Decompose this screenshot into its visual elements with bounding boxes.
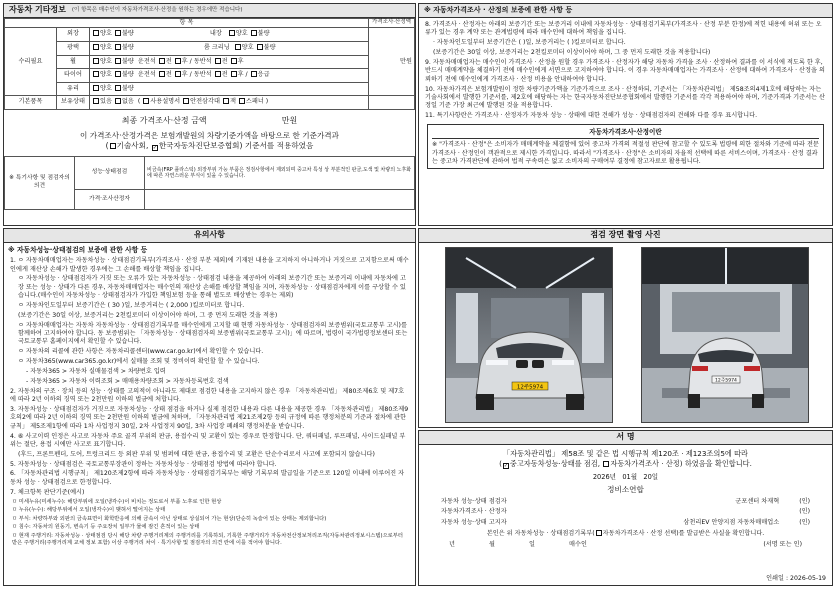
receipt-line: 본인은 위 자동차성능 · 상태점검기록부( 자동차가격조사 · 산정 선택)를 발급받은 사실을 확인합니다. (486, 529, 765, 537)
inspection-photo-front (445, 247, 613, 423)
final-price-unit: 만원 (281, 116, 298, 125)
checkbox[interactable] (175, 58, 181, 64)
panel-title: ※ 자동차가격조사 · 산정의 보증에 관한 사항 등 (424, 5, 573, 14)
basis-line-2: ( 기술사회, ✓ 한국자동차진단보증협회) 기준서를 적용하였음 (105, 141, 314, 152)
checkbox[interactable] (229, 30, 235, 36)
checkbox[interactable] (93, 98, 99, 104)
list-item: 10. 자동차가격은 보험개발원이 정한 차량기준가액을 기준가격으로 조사 · 산정하되, 기준서는 「자동차관리법」 제58조의4제1호에 해당하는 자는 기술사회에서 발행한 기준서를, 제2호에 해당하는 자는 한국자동차진단보증협회에서 발행한 기준서를 각각 적용하여야 하며, 기준가격과 기준서는 산정일 기준 가장 최근에 발행된 것을 적용합니다. (425, 85, 826, 110)
checkbox[interactable] (251, 71, 257, 77)
list-item: 8. 가격조사 · 산정자는 아래의 보증기간 또는 보증거리 이내에 자동차성능 · 상태점검기록부(가격조사 · 산정 부분 한정)에 적힌 내용에 허위 또는 오류가 있는 경우 계약 또는 관계법령에 따라 매수인에 대하여 책임을 집니다. (425, 21, 822, 37)
criteria-item: ㅁ 침수: 자동차의 원동기, 변속기 등 주요장치 일부가 물에 잠긴 흔적이 있는 상태 (12, 524, 200, 531)
panel-title: 유의사항 (194, 230, 225, 240)
license-plate-rear: 12주5974 (715, 378, 737, 384)
list-item: 4. ⑥ 사고이력 인정은 사고로 자동차 주요 골격 부위의 판금, 용접수리 및 교환이 있는 경우로 한정합니다. 단, 쿼터패널, 루프패널, 사이드실패널 부위는 절단, 용접 시에만 사고로 표기합니다. (10, 432, 406, 448)
list-item: - 자동차365 > 자동차 실매물검색 > 차량번호 입력 (26, 367, 166, 375)
final-price-row (4, 116, 415, 127)
group-repair-label: 수리필요 (5, 28, 57, 96)
tire-row: 양호 불량 운전석 전 후 / 동반석 전 후 / 응급 (90, 69, 369, 83)
list-item: 9. 자동차매매업자는 매수인이 가격조사 · 산정을 원할 경우 가격조사 · 산정자가 해당 자동차 가격을 조사 · 산정하여 결과를 이 서식에 적도록 한 후, 반드시 매매계약을 체결하기 전에 매수인에게 서면으로 고지하여야 합니다. 이 경우 자동차매매업자는 가격조사 · 산정에 대하여 가격조사 · 산정을 의뢰하기 전에 매수인에게 가격조사 · 산정 비용을 안내하여야 합니다. (425, 58, 825, 83)
checkbox[interactable] (159, 58, 165, 64)
checkbox[interactable] (215, 58, 221, 64)
checkbox-checked[interactable]: ✓ (503, 462, 509, 469)
checkbox[interactable] (143, 98, 149, 104)
signer-row: 자동차 성능·상태 점검자 군포센터 차재혁 (인) (441, 497, 810, 505)
checkbox[interactable] (257, 44, 263, 50)
list-item: 6. 「자동차관리법 시행규칙」 제120조제2항에 따라 자동차성능 · 상태점검기록부는 해당 기록부의 발급일을 기준으로 120일 이내에 이루어진 자동차 성능 · 상태점검으로 한정합니다. (10, 470, 405, 486)
special-notes-label: ※ 특기사항 및 점검자의 의견 (5, 157, 75, 210)
list-item: ㅇ 자동차의 리콜에 관한 사항은 자동차리콜센터(www.car.go.kr)에서 확인할 수 있습니다. (18, 348, 264, 356)
checkbox[interactable] (110, 143, 116, 149)
panel-title-note: (이 항목은 매수인이 자동차가격조사·산정을 원하는 경우에만 적습니다) (71, 6, 243, 13)
checkbox[interactable] (251, 30, 257, 36)
panel-header (4, 4, 415, 18)
signature-panel (418, 430, 833, 586)
list-item: (보증기간은 30일 이상, 보증거리는 2천킬로미터 이상이어야 하며, 그 중 먼저 도래한 것을 적용합니다) (433, 49, 711, 57)
buyer-row: 년 월 일 매수인 (서명 또는 인) (449, 541, 802, 549)
panel-header (419, 229, 832, 243)
print-date: 인쇄일 : 2026-05-19 (766, 574, 826, 582)
confirmation-line: ( ✓ 중고자동차성능·상태를 점검, 자동차가격조사 · 산정) 하였음을 확인합니다. (499, 458, 752, 469)
checkbox[interactable] (93, 58, 99, 64)
buyer-label: 매수인 (569, 541, 587, 549)
list-item: - 자동차365 > 자동차 이력조회 > 매매용차량조회 > 자동차등록번호 검색 (26, 377, 229, 385)
checkbox[interactable] (115, 58, 121, 64)
criteria-item: ㅁ 누유(누수): 해당부위에서 오일(냉각수)이 맺혀서 떨어지는 상태 (12, 507, 166, 514)
checkbox[interactable] (115, 85, 121, 91)
buyer-sign-mark: (서명 또는 인) (763, 541, 802, 549)
vehicle-other-info-panel (3, 3, 416, 226)
box-text: ※ "가격조사 · 산정"은 소비자가 매매계약을 체결함에 있어 중고차 가격의 적절성 판단에 참고할 수 있도록 법령에 의한 절차와 기준에 따라 전문 가격조사 · 산정인이 객관적으로 제시한 가격입니다. 따라서 "가격조사 · 산정"은 소비자의 자율적 선택에 따른 서비스이며, 가격조사 · 산정 결과는 중고차 가격판단에 관하여 법적 구속력은 없고 소비자의 구매여부 결정에 참고자료로 활용됩니다. (432, 141, 819, 166)
license-plate-front: 12주5974 (516, 384, 544, 391)
exterior-label: 외장 (57, 28, 90, 42)
col-price-header: 가격조사·산정액 (369, 19, 415, 28)
inspection-photos-panel (418, 228, 833, 428)
list-item: 5. 자동차성능 · 상태점검은 국토교통부장관이 정하는 자동차성능 · 상태점검 방법에 따라야 합니다. (10, 460, 277, 468)
list-item: 11. 특기사항란은 가격조사 · 산정자가 자동차 성능 · 상태에 대한 견해가 성능 · 상태점검자의 견해와 다를 경우 표시합니다. (425, 112, 758, 120)
inspection-photo-rear (641, 247, 809, 423)
price-inspector-label: 가격·조사산정자 (75, 190, 145, 210)
criteria-item: ㅁ 미세누유(미세누수): 해당부위에 오일(냉각수)이 비치는 정도로서 부품 노후로 인한 현상 (12, 498, 222, 505)
performance-text: 비금속(FRP 플라스틱) 외장부위 가능 부품은 정검사항에서 제외되며 중고차 특성 상 부분적인 판금,도색 및 차량의 노후화에 따른 자연스러운 부식이 있을 수 있습니다. (145, 157, 415, 190)
checkbox[interactable] (183, 98, 189, 104)
list-item: ㅇ 자동차매매업자는 자동차 자동차성능 · 상태점검기록부를 매수인에게 고지할 때 현행 자동차성능 · 상태점검자의 보증범위(국토교통부 고시)를 함께하여 고지하여야 합니다. 동 보증범위는 「자동차성능 · 상태점검자의 보증범위(국토교통부 고시)」에 따르며, 법령이 국가법령정보센터 또는 국토교통부 홈페이지에서 확인할 수 있습니다. (18, 321, 408, 346)
gloss-row: 양호 불량 룸 크리닝 양호 불량 (90, 41, 369, 55)
list-item: 7. 체크항목 판단기준(예시) (10, 488, 85, 496)
list-item: 1. ㅇ 자동차매매업자는 자동차성능 · 상태점검기록부(가격조사 · 산정 부분 제외)에 기재된 내용을 고지하지 아니하거나 거짓으로 고지함으로써 매수인에게 재산상 손해가 발생한 경우에는 그 손해를 배상할 책임을 집니다. (10, 257, 409, 273)
car-front-photo-icon (446, 248, 613, 423)
panel-title: 자동차 기타정보 (9, 5, 66, 15)
checkbox[interactable] (115, 44, 121, 50)
criteria-item: ㅁ 부식: 차량하부와 외판의 금속표면이 화학반응에 의해 금속이 아닌 상태로 상실되어 가는 현상(단순히 녹슬어 있는 상태는 제외합니다) (12, 515, 327, 522)
price-inspector-notes (145, 190, 415, 210)
car-rear-photo-icon (642, 248, 809, 423)
checkbox[interactable] (93, 71, 99, 77)
checkbox[interactable] (215, 71, 221, 77)
criteria-item: ㅁ 현재 주행거리: 자동차성능 · 상태점검 당시 해당 차량 주행거리계의 주행거리를 기록하되, 기록한 주행거리가 자동차전산정보처리조직(자동차관리정보시스템)으로부터 받은 주행거리(주행거리계 교체 정보 포함) 이상 주행거리 차이 · 특기사항 및 점검자의 의견 란에 이를 적어야 합니다. (12, 533, 404, 547)
signer-row: 자동차 성능·상태 고지자 삼천리EV 안양지점 자동차매매업소 (인) (441, 518, 810, 526)
repair-needs-table (4, 18, 415, 110)
checkbox[interactable] (93, 85, 99, 91)
repair-price-cell: 만원 (369, 28, 415, 96)
list-item: ㅇ 자동차성능 · 상태점검자가 거짓 또는 오류가 있는 자동차성능 · 상태점검 내용을 제공하여 아래의 보증기간 또는 보증거리 이내에 자동차에 고장 또는 성능 · 상태가 다른 경우, 자동차매매업자는 매수인의 재산상 손해를 배상할 책임을 지며, 자동차성능 · 상태점검자에게 이를 구상할 수 있습니다.(매수인이 자동차성능 · 상태점검자가 가입한 책임보험 등을 통해 별도로 배상받는 경우는 제외) (18, 275, 406, 300)
list-item: 2. 자동차의 구조 · 장치 등의 성능 · 상태를 고의적이 아니라도 제대로 점검한 내용을 고지하지 않은 경우 「자동차관리법」 제80조제6호 및 제7호에 따라 2년 이하의 징역 또는 2천만원 이하의 벌금에 처합니다. (10, 387, 405, 404)
exterior-row: 양호 불량 내장 양호 불량 (90, 28, 369, 42)
tire-label: 타이어 (57, 69, 90, 83)
precautions-panel (3, 228, 416, 586)
wheel-label: 휠 (57, 55, 90, 69)
checkbox[interactable] (596, 530, 602, 536)
signer-row: 자동차가격조사 · 산정자 (인) (441, 508, 810, 516)
panel-title: 서 명 (616, 432, 635, 442)
panel-header (419, 431, 832, 445)
list-item: ㅇ 자동차인도일부터 보증기간은 ( 30 )일, 보증거리는 ( 2,000 )킬로미터로 합니다. (18, 301, 245, 309)
checkbox[interactable] (235, 44, 241, 50)
panel-header (419, 4, 832, 18)
panel-header (4, 229, 415, 243)
precautions-list (4, 257, 415, 497)
performance-label: 성능·상태점검 (75, 157, 145, 190)
checkbox[interactable] (603, 461, 609, 467)
legal-basis-line: 「자동차관리법」 제58조 및 같은 법 시행규칙 제120조 · 제123조의5에 따라 (502, 449, 749, 458)
checkbox[interactable] (93, 44, 99, 50)
gloss-label: 광택 (57, 41, 90, 55)
list-item: (보증기간은 30일 이상, 보증거리는 2천킬로미터 이상이어야 하며, 그 중 먼저 도래한 것을 적용) (18, 311, 278, 319)
checkbox[interactable] (115, 98, 121, 104)
basis-line-1: 이 가격조사·산정가격은 보험개발원의 차량기준가액을 바탕으로 한 기준가격과 (80, 130, 339, 140)
price-warranty-panel (418, 3, 833, 226)
price-definition-box (427, 124, 824, 169)
list-item: 3. 자동차성능 · 상태점검자가 거짓으로 자동차성능 · 상태 점검을 하거나 실제 점검한 내용과 다른 내용을 제공한 경우 「자동차관리법」 제80조제9호의2에 따라 2년 이하의 징역 또는 2천만원 이하의 벌금에 처하며, 「자동차관리법 제21조제2항 등의 규정에 따른 행정처분의 기준과 절차에 관한 규칙」 제5조제1항에 따라 1차 사업정지 30일, 2차 사업정지 90일, 3차 사업장 폐쇄의 행정처분을 받습니다. (10, 405, 409, 430)
checkbox[interactable] (159, 71, 165, 77)
criteria-list (4, 499, 415, 548)
issue-date: 2026년 01월 20일 (592, 472, 659, 481)
list-item: ㅇ 자동차365(www.car365.go.kr)에서 실매물 조회 및 정비이력 확인할 할 수 있습니다. (18, 358, 260, 366)
holdings-label: 보유상태 (57, 96, 90, 110)
signer-list (419, 498, 832, 527)
glass-label: 유리 (57, 82, 90, 96)
basic-items-price-cell (369, 96, 415, 110)
organization-name: 정비소연합 (607, 484, 644, 494)
checkbox-checked[interactable]: ✓ (152, 145, 158, 152)
room-cleaning-label: 룸 크리닝 (203, 44, 230, 52)
checkbox[interactable] (115, 71, 121, 77)
checkbox[interactable] (223, 98, 229, 104)
basic-items-row: 있음 없음 ( 사용설명서 안전삼각대 잭 스패너 ) (90, 96, 369, 110)
list-item: (후드, 프론트펜더, 도어, 트렁크리드 등 외판 부위 및 범퍼에 대한 판금, 용접수리 및 교환은 단순수리로서 사고에 포함되지 않습니다) (18, 450, 375, 458)
basic-items-label: 기본품목 (5, 96, 57, 110)
checkbox[interactable] (175, 71, 181, 77)
checkbox[interactable] (231, 58, 237, 64)
final-price-label: 최종 가격조사·산정 금액 (121, 116, 207, 125)
glass-row: 양호 불량 (90, 82, 369, 96)
checkbox[interactable] (115, 30, 121, 36)
special-notes-table (4, 156, 415, 210)
box-title: 자동차가격조사·산정이란 (432, 127, 819, 139)
panel-title: 점검 장면 촬영 사진 (590, 230, 661, 240)
checkbox[interactable] (93, 30, 99, 36)
wheel-row: 양호 불량 운전석 전 후 / 동반석 전 후 (90, 55, 369, 69)
price-warranty-list (419, 18, 832, 120)
list-item: · 자동차인도일부터 보증기간은 ( )일, 보증거리는 ( )킬로미터로 합니다. (433, 39, 626, 47)
checkbox[interactable] (231, 71, 237, 77)
col-item-header: 항 목 (5, 19, 369, 28)
interior-label: 내장 (209, 30, 222, 38)
section-title: ※ 자동차성능·상태점검의 보증에 관한 사항 등 (8, 246, 148, 254)
checkbox[interactable] (239, 98, 245, 104)
